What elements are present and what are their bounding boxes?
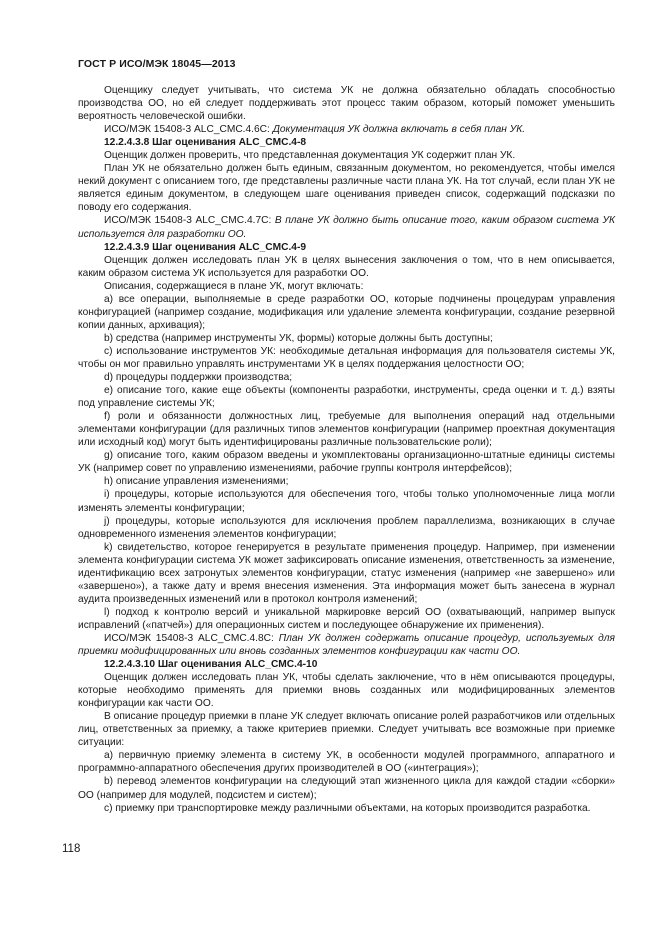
body-paragraph: Оценщик должен исследовать план УК, чтобы сделать заключение, что в нём описываются процедуры, которые необходимо применять для приемки вновь созданных или модифицированных элементов конфигурации как части ОО. xyxy=(78,672,615,710)
body-paragraph: g) описание того, каким образом введены и укомплектованы организационно-штатные единицы системы УК (например совет по управлению изменениями, рабочие группы контроля интерфейсов); xyxy=(78,450,615,475)
body-paragraph: b) средства (например инструменты УК, формы) которые должны быть доступны; xyxy=(104,332,493,344)
section-heading: 12.2.4.3.10 Шаг оценивания ALC_CMC.4-10 xyxy=(104,659,318,671)
reference-requirement: План УК должен содержать описание процедур, используемых для приемки модифицированных или вновь созданных элементов конфигурации как части ОО. xyxy=(78,632,615,658)
standard-reference xyxy=(78,632,615,658)
body-paragraph: l) подход к контролю версий и уникальной маркировке версий ОО (охватывающий, например выпуск исправлений («патчей») для операционных систем и последующее обнаружение их применения). xyxy=(78,606,615,631)
body-paragraph: h) описание управления изменениями; xyxy=(104,476,289,488)
body-paragraph: d) процедуры поддержки производства; xyxy=(104,372,293,384)
body-paragraph: c) использование инструментов УК: необходимые детальная информация для пользователя системы УК, чтобы он мог правильно управлять инструментами УК в целях поддержания целостности ОО; xyxy=(78,345,615,370)
reference-prefix: ИСО/МЭК 15408-3 ALC_CMC.4.8C: xyxy=(104,632,279,644)
section-heading: 12.2.4.3.9 Шаг оценивания ALC_CMC.4-9 xyxy=(104,241,307,253)
body-paragraph: Оценщик должен проверить, что представленная документация УК содержит план УК. xyxy=(104,150,516,162)
body-paragraph: e) описание того, какие еще объекты (компоненты разработки, инструменты, среда оценки и т. д.) взяты под управление системы УК; xyxy=(78,385,615,410)
section-heading: 12.2.4.3.8 Шаг оценивания ALC_CMC.4-8 xyxy=(104,137,307,149)
body-paragraph: b) перевод элементов конфигурации на следующий этап жизненного цикла для каждой стадии «сборки» ОО (например для модулей, подсистем и систем); xyxy=(78,776,615,801)
body-paragraph: c) приемку при транспортировке между различными объектами, на которых производится разработка. xyxy=(104,802,591,814)
body-paragraph: i) процедуры, которые используются для обеспечения того, чтобы только уполномоченные лица могли изменять элементы конфигурации; xyxy=(78,489,615,514)
body-paragraph: f) роли и обязанности должностных лиц, требуемые для выполнения операций над отдельными элементами конфигурации (для различных типов элементов конфигурации (например проектная документация или исходный код) могут быть идентифицированы различные пользовательские роли); xyxy=(78,411,615,449)
body-paragraph: a) первичную приемку элемента в систему УК, в особенности модулей программного, аппаратного и программно-аппаратного обеспечения других производителей в ОО («интеграция»); xyxy=(78,750,615,775)
body-paragraph: План УК не обязательно должен быть единым, связанным документом, но рекомендуется, чтобы имелся некий документ с описанием того, где представлены различные части плана УК. На тот случай, если план УК не является единым документом, в следующем шаге оценивания приведен список, содержащий подсказки по поводу его содержания. xyxy=(78,163,615,214)
reference-requirement: В плане УК должно быть описание того, каким образом система УК используется для разработки ОО. xyxy=(78,215,615,240)
body-paragraph: Оценщик должен исследовать план УК в целях вынесения заключения о том, что в нем описывается, каким образом система УК используется для разработки ОО. xyxy=(78,254,615,279)
body-paragraph: Описания, содержащиеся в плане УК, могут включать: xyxy=(104,280,364,292)
page-number: 118 xyxy=(62,843,81,855)
body-paragraph: В описание процедур приемки в плане УК следует включать описание ролей разработчиков или отдельных лиц, ответственных за приемку, а также критериев приемки. Следует учитывать все возможные при приемке ситуации: xyxy=(78,711,615,749)
document-header: ГОСТ Р ИСО/МЭК 18045—2013 xyxy=(78,58,236,70)
standard-reference xyxy=(78,214,615,240)
document-body xyxy=(78,84,615,815)
standard-reference xyxy=(78,123,615,136)
reference-prefix: ИСО/МЭК 15408-3 ALC_CMC.4.7C: xyxy=(104,215,275,227)
body-paragraph: j) процедуры, которые используются для исключения проблем параллелизма, возникающих в случае одновременного изменения элементов конфигурации; xyxy=(78,515,615,540)
body-paragraph: Оценщику следует учитывать, что система УК не должна обязательно обладать способностью производства ОО, но ей следует поддерживать этот процесс таким образом, который поможет уменьшить вероятность человеческой ошибки. xyxy=(78,85,615,123)
reference-prefix: ИСО/МЭК 15408-3 ALC_CMC.4.6C: xyxy=(104,124,273,136)
body-paragraph: k) свидетельство, которое генерируется в результате применения процедур. Например, при изменении элемента конфигурации система УК может зафиксировать описание изменения, ответственность за изменение, идентификацию всех затронутых элементов конфигурации, статус изменения (например «не завершено» или «завершено»), а также дату и время внесения изменения. Эта информация может быть занесена в журнал аудита произведенных изменений или в протокол контроля изменений; xyxy=(78,541,615,605)
reference-requirement: Документация УК должна включать в себя план УК. xyxy=(272,124,526,136)
body-paragraph: a) все операции, выполняемые в среде разработки ОО, которые подчинены процедурам управления конфигурацией (например создание, модификация или удаление элемента конфигурации, создание резервной копии данных, архивация); xyxy=(78,293,615,331)
